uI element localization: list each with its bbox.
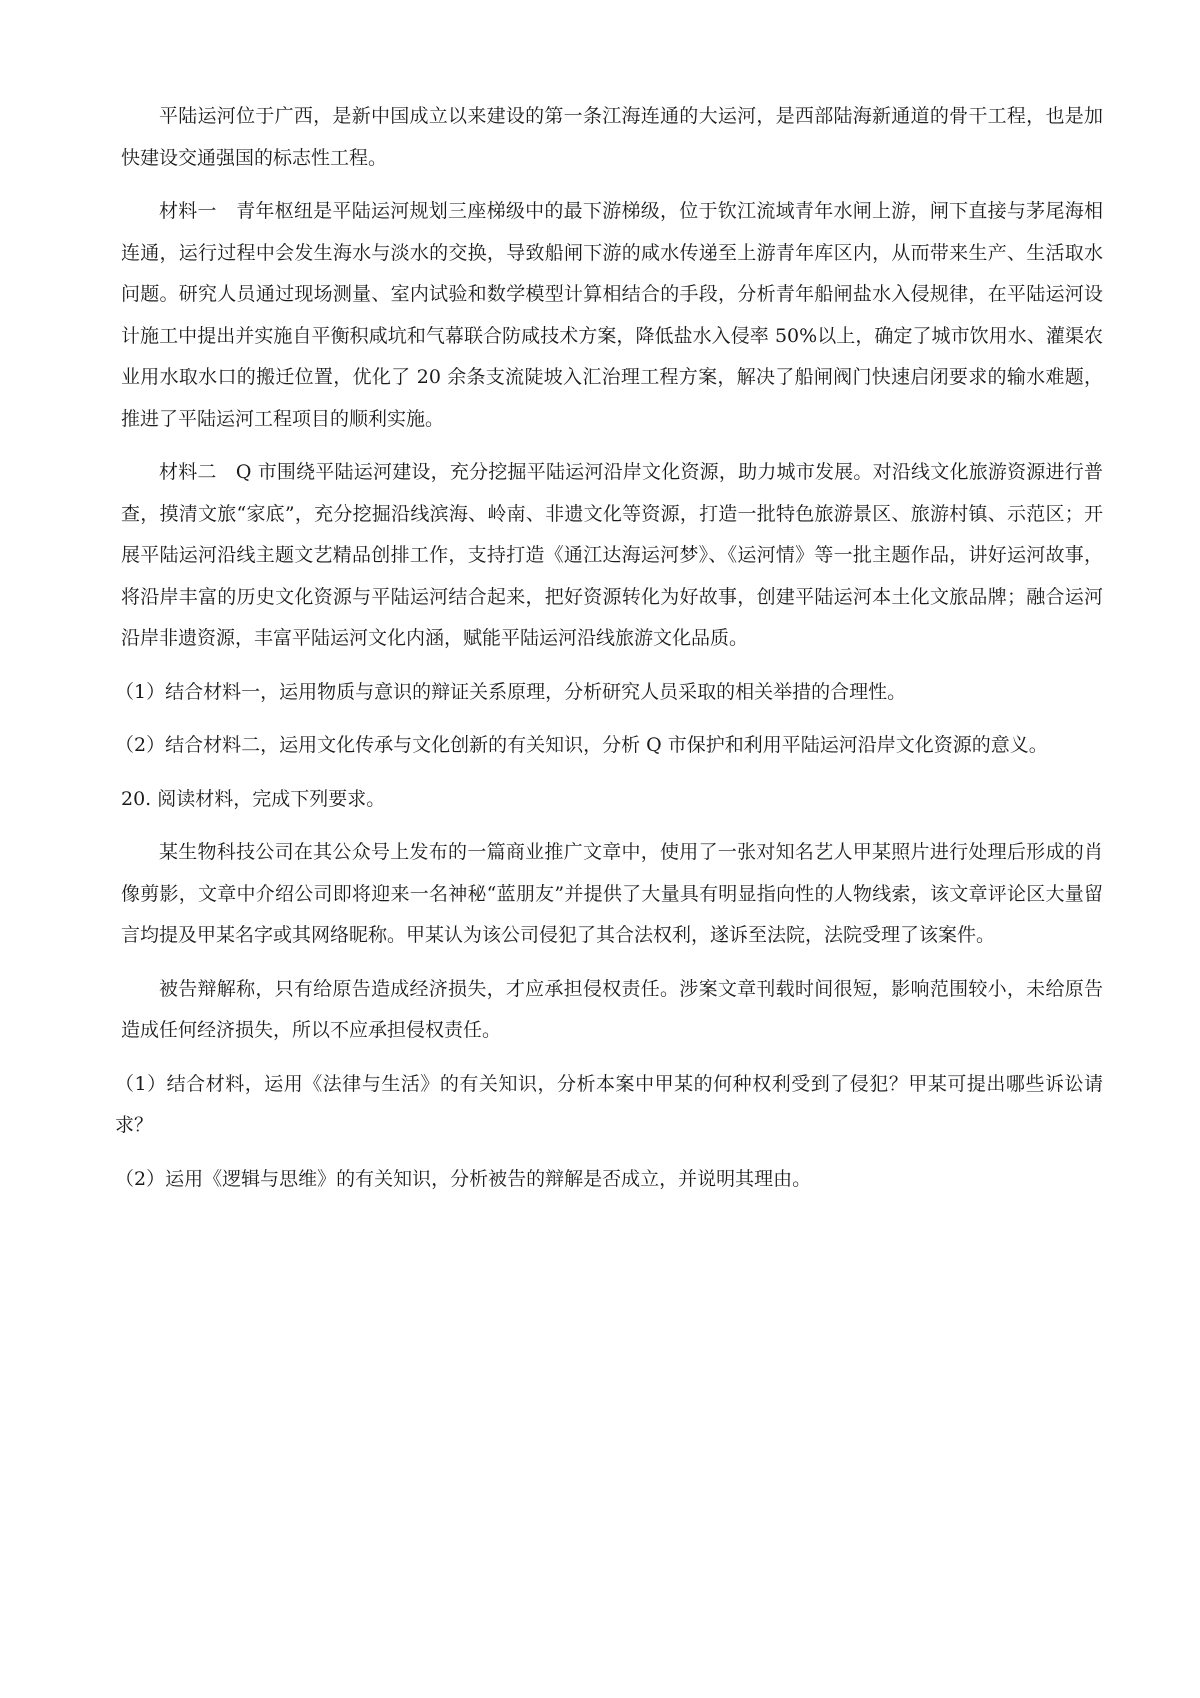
question-20-part-2: （2）运用《逻辑与思维》的有关知识，分析被告的辩解是否成立，并说明其理由。	[115, 1167, 812, 1190]
question-20-part-1: （1）结合材料，运用《法律与生活》的有关知识，分析本案中甲某的何种权利受到了侵犯？甲某可提出哪些诉讼请求？	[115, 1072, 1103, 1136]
document-body	[115, 96, 1103, 1200]
material-two-paragraph: 材料二 Q 市围绕平陆运河建设，充分挖掘平陆运河沿岸文化资源，助力城市发展。对沿线文化旅游资源进行普查，摸清文旅“家底”，充分挖掘沿线滨海、岭南、非遗文化等资源，打造一批特色旅游景区、旅游村镇、示范区；开展平陆运河沿线主题文艺精品创排工作，支持打造《通江达海运河梦》、《运河情》等一批主题作品，讲好运河故事，将沿岸丰富的历史文化资源与平陆运河结合起来，把好资源转化为好故事，创建平陆运河本土化文旅品牌；融合运河沿岸非遗资源，丰富平陆运河文化内涵，赋能平陆运河沿线旅游文化品质。	[121, 461, 1103, 649]
question-19-part-2: （2）结合材料二，运用文化传承与文化创新的有关知识，分析 Q 市保护和利用平陆运河沿岸文化资源的意义。	[115, 734, 1048, 756]
question-19-part-1: （1）结合材料一，运用物质与意识的辩证关系原理，分析研究人员采取的相关举措的合理性。	[115, 680, 907, 703]
intro-paragraph: 平陆运河位于广西，是新中国成立以来建设的第一条江海连通的大运河，是西部陆海新通道的骨干工程，也是加快建设交通强国的标志性工程。	[121, 105, 1103, 169]
question-20-material-b: 被告辩解称，只有给原告造成经济损失，才应承担侵权责任。涉案文章刊载时间很短，影响范围较小，未给原告造成任何经济损失，所以不应承担侵权责任。	[121, 977, 1103, 1041]
question-20-heading: 20. 阅读材料，完成下列要求。	[121, 787, 386, 810]
question-20-material-a: 某生物科技公司在其公众号上发布的一篇商业推广文章中，使用了一张对知名艺人甲某照片进行处理后形成的肖像剪影，文章中介绍公司即将迎来一名神秘“蓝朋友”并提供了大量具有明显指向性的人物线索，该文章评论区大量留言均提及甲某名字或其网络昵称。甲某认为该公司侵犯了其合法权利，遂诉至法院，法院受理了该案件。	[121, 841, 1103, 946]
material-one-paragraph: 材料一 青年枢纽是平陆运河规划三座梯级中的最下游梯级，位于钦江流域青年水闸上游，闸下直接与茅尾海相连通，运行过程中会发生海水与淡水的交换，导致船闸下游的咸水传递至上游青年库区内，从而带来生产、生活取水问题。研究人员通过现场测量、室内试验和数学模型计算相结合的手段，分析青年船闸盐水入侵规律，在平陆运河设计施工中提出并实施自平衡积咸坑和气幕联合防咸技术方案，降低盐水入侵率 50%以上，确定了城市饮用水、灌渠农业用水取水口的搬迁位置，优化了 20 余条支流陡坡入汇治理工程方案，解决了船闸阀门快速启闭要求的输水难题，推进了平陆运河工程项目的顺利实施。	[121, 200, 1103, 430]
